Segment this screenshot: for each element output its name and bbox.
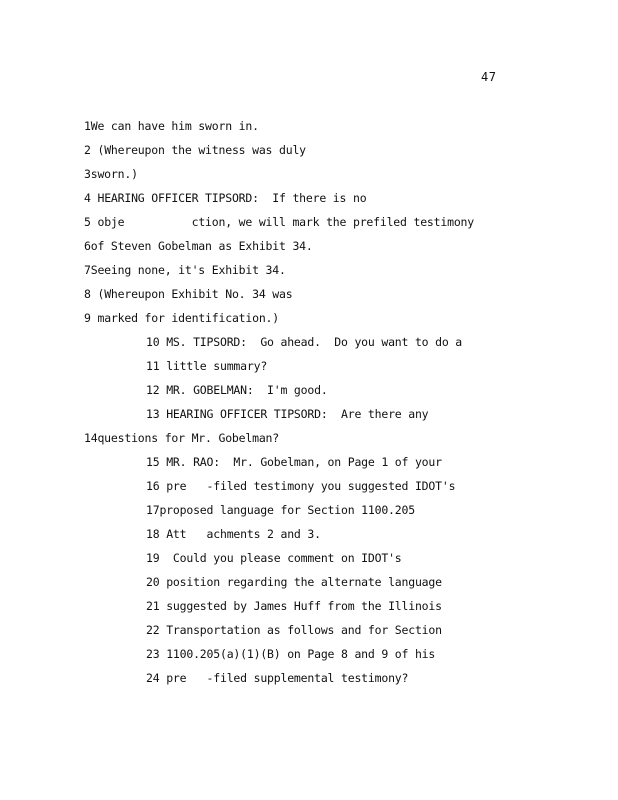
transcript-line: [84, 430, 279, 446]
line-text: Could you please comment on IDOT's: [166, 551, 402, 565]
line-number: 16: [146, 479, 160, 493]
line-text: MR. GOBELMAN: I'm good.: [166, 383, 328, 397]
transcript-line: [146, 454, 442, 470]
line-number: 4: [84, 191, 91, 205]
line-number: 7: [84, 263, 91, 277]
line-text: obje ction, we will mark the prefiled testimony: [97, 215, 474, 229]
line-number: 13: [146, 407, 160, 421]
line-number: 1: [84, 119, 91, 133]
line-number: 20: [146, 575, 160, 589]
transcript-line: [84, 214, 474, 230]
line-text: position regarding the alternate language: [166, 575, 442, 589]
line-text: Seeing none, it's Exhibit 34.: [90, 263, 286, 277]
line-text: 1100.205(a)(1)(B) on Page 8 and 9 of his: [166, 647, 436, 661]
line-number: 18: [146, 527, 160, 541]
transcript-line: [84, 310, 279, 326]
line-text: MR. RAO: Mr. Gobelman, on Page 1 of your: [166, 455, 442, 469]
line-text: questions for Mr. Gobelman?: [97, 431, 279, 445]
line-text: pre -filed supplemental testimony?: [166, 671, 409, 685]
transcript-line: [146, 382, 328, 398]
transcript-line: [146, 526, 321, 542]
transcript-line: [146, 502, 415, 518]
line-number: 21: [146, 599, 160, 613]
line-text: MS. TIPSORD: Go ahead. Do you want to do a: [166, 335, 463, 349]
transcript-line: [146, 550, 402, 566]
line-text: Transportation as follows and for Section: [166, 623, 442, 637]
line-number: 3: [84, 167, 91, 181]
line-text: marked for identification.): [97, 311, 280, 325]
transcript-line: [84, 142, 306, 158]
line-number: 15: [146, 455, 160, 469]
line-text: suggested by James Huff from the Illinois: [166, 599, 442, 613]
line-number: 14: [84, 431, 98, 445]
transcript-line: [146, 646, 435, 662]
transcript-line: [146, 670, 408, 686]
line-number: 2: [84, 143, 91, 157]
transcript-line: [84, 166, 138, 182]
line-number: 10: [146, 335, 160, 349]
line-text: proposed language for Section 1100.205: [159, 503, 415, 517]
line-number: 6: [84, 239, 91, 253]
transcript-line: [84, 286, 292, 302]
transcript-line: [84, 262, 286, 278]
transcript-line: [84, 118, 259, 134]
line-text: (Whereupon the witness was duly: [97, 143, 306, 157]
line-number: 9: [84, 311, 91, 325]
transcript-line: [146, 406, 428, 422]
line-number: 19: [146, 551, 160, 565]
line-number: 5: [84, 215, 91, 229]
line-text: Att achments 2 and 3.: [166, 527, 321, 541]
page-number: 47: [481, 70, 497, 84]
transcript-line: [84, 238, 313, 254]
line-number: 24: [146, 671, 160, 685]
transcript-line: [146, 622, 442, 638]
line-text: HEARING OFFICER TIPSORD: If there is no: [97, 191, 367, 205]
line-number: 23: [146, 647, 160, 661]
line-number: 22: [146, 623, 160, 637]
transcript-line: [146, 574, 442, 590]
line-number: 17: [146, 503, 160, 517]
line-text: of Steven Gobelman as Exhibit 34.: [90, 239, 313, 253]
transcript-line: [146, 358, 267, 374]
transcript-line: [146, 598, 442, 614]
transcript-line: [84, 190, 366, 206]
line-number: 8: [84, 287, 91, 301]
line-text: HEARING OFFICER TIPSORD: Are there any: [166, 407, 429, 421]
line-text: (Whereupon Exhibit No. 34 was: [97, 287, 293, 301]
transcript-line: [146, 334, 462, 350]
line-number: 12: [146, 383, 160, 397]
transcript-line: [146, 478, 455, 494]
line-number: 11: [146, 359, 160, 373]
line-text: little summary?: [166, 359, 268, 373]
line-text: We can have him sworn in.: [90, 119, 259, 133]
line-text: pre -filed testimony you suggested IDOT's: [166, 479, 456, 493]
line-text: sworn.): [90, 167, 138, 181]
